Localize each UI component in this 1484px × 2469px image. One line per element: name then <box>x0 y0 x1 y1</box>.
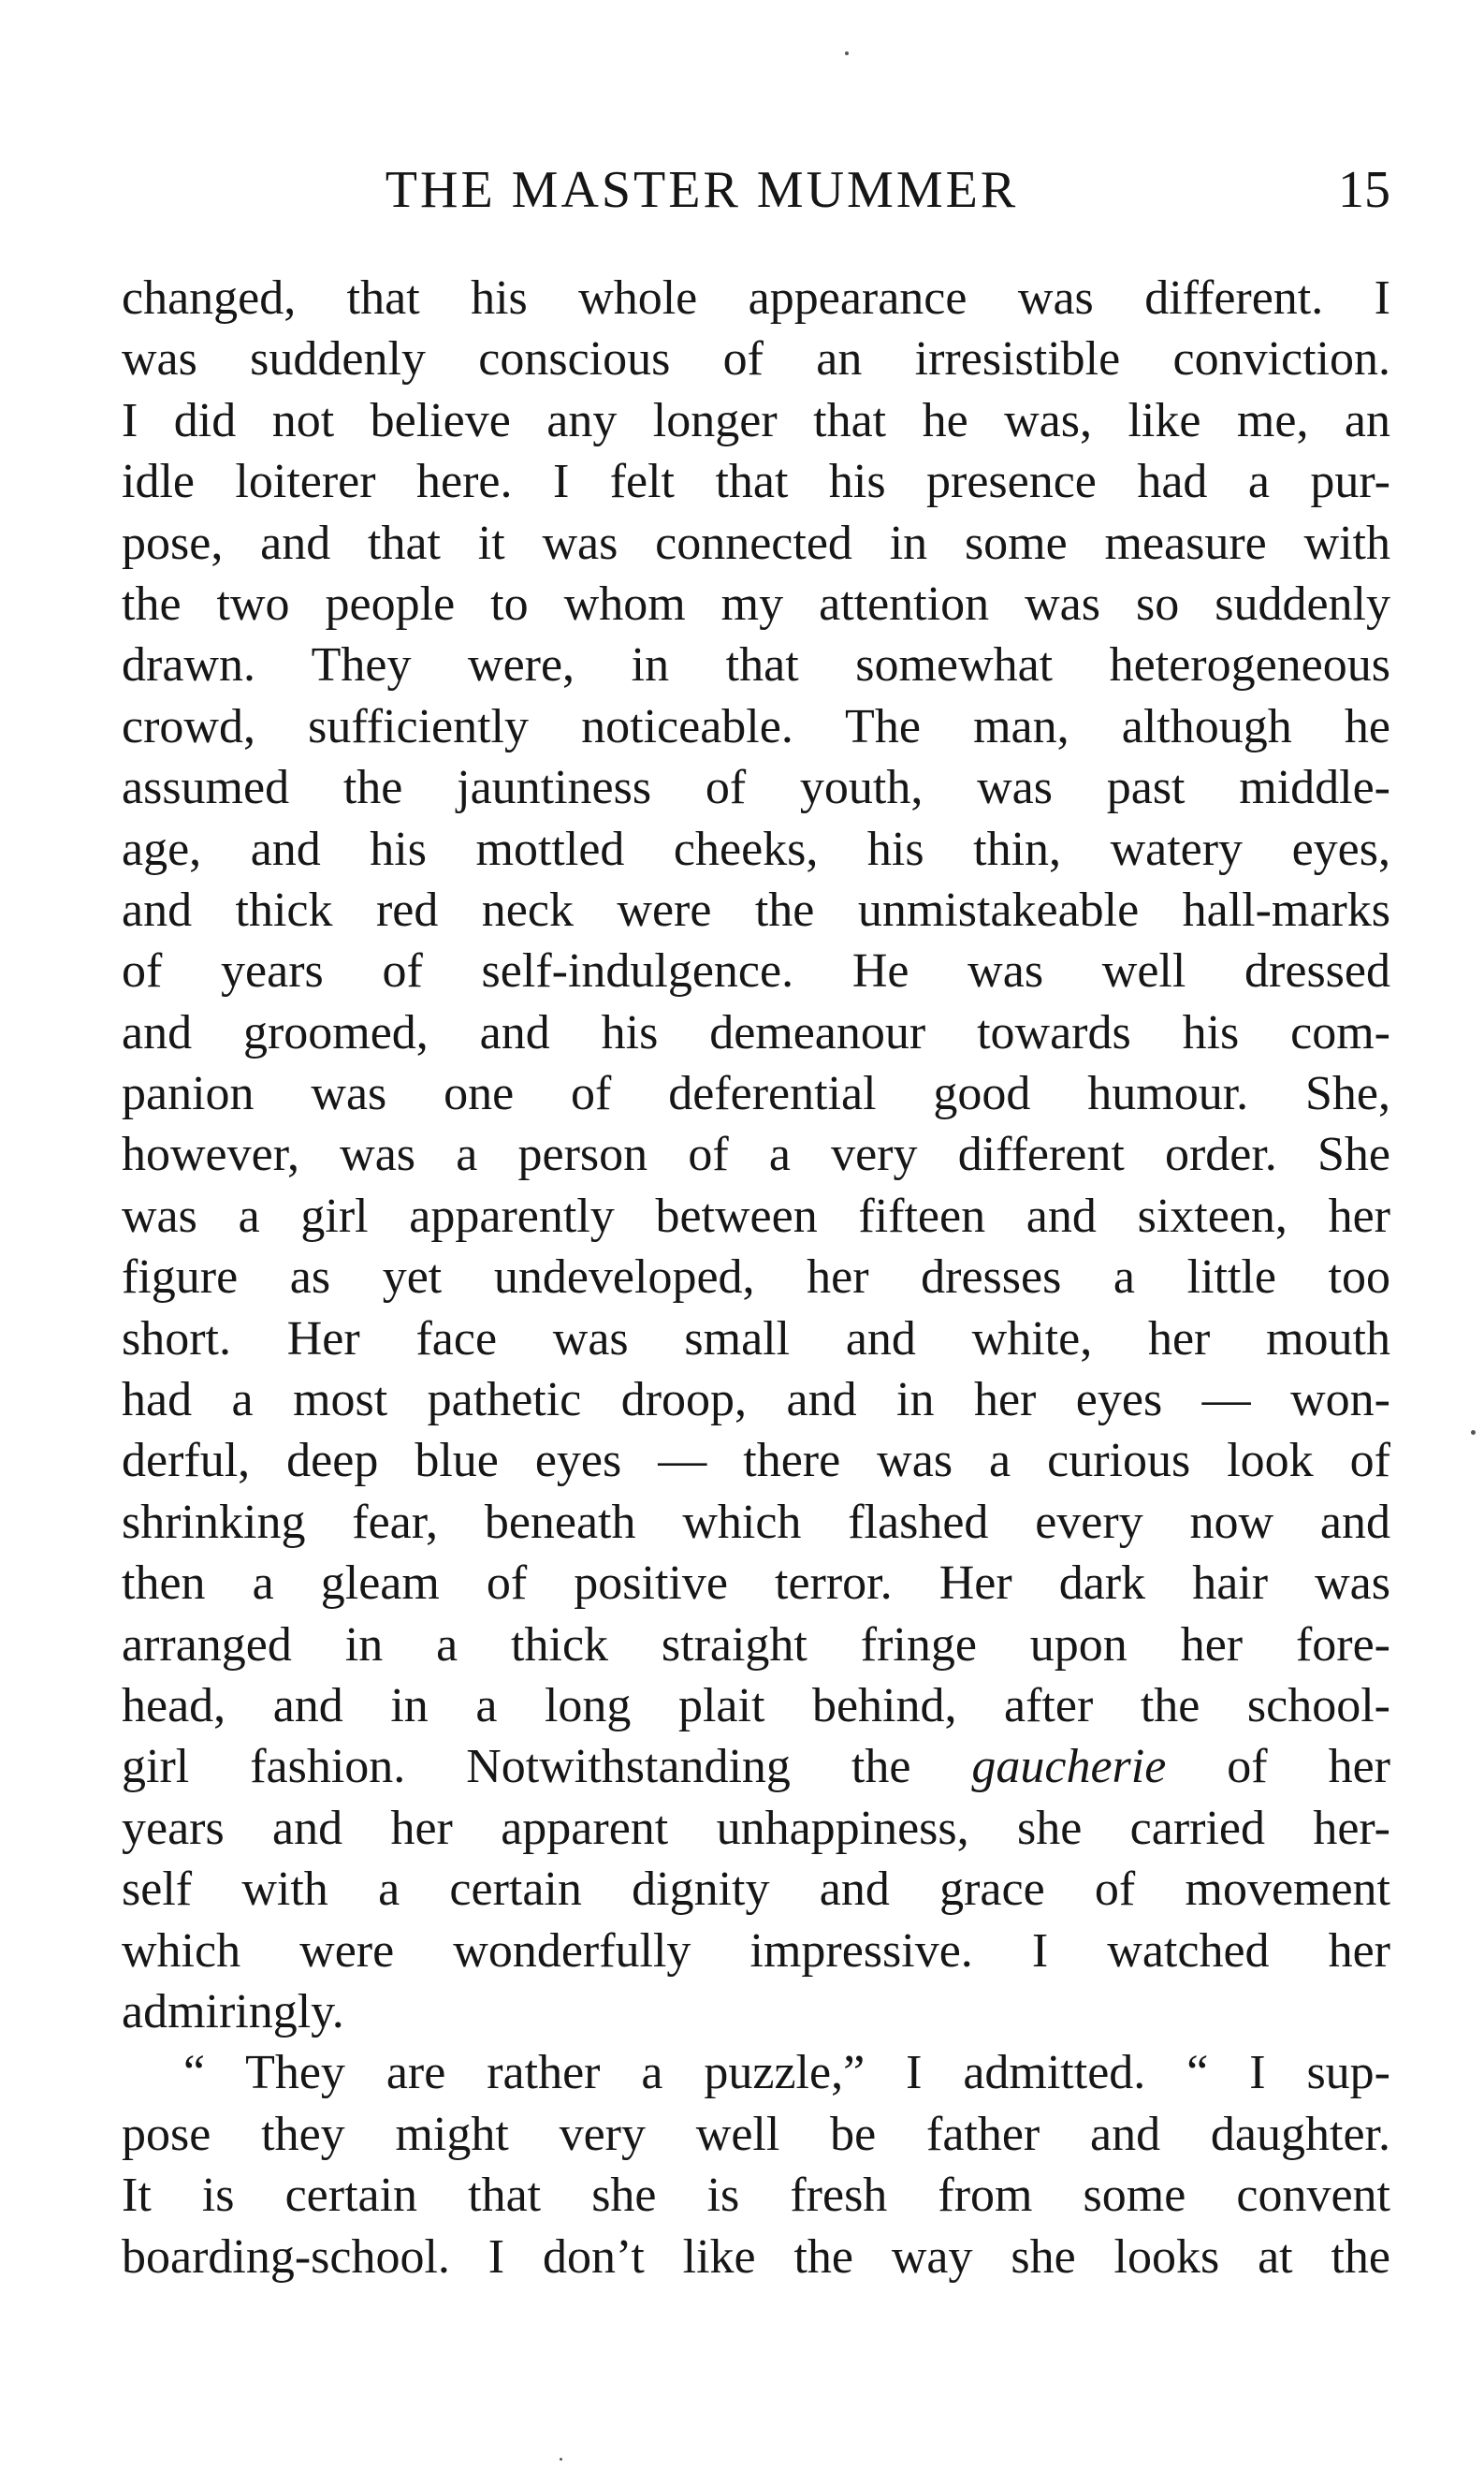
text-line: then a gleam of positive terror. Her dark hair was <box>122 1556 1390 1611</box>
text-line: boarding-school. I don’t like the way she looks at the <box>122 2229 1390 2284</box>
print-speck <box>560 2458 562 2461</box>
text-line: panion was one of deferential good humour. She, <box>122 1067 1390 1121</box>
text-line: short. Her face was small and white, her mouth <box>122 1311 1390 1366</box>
text-line: assumed the jauntiness of youth, was past middle- <box>122 761 1390 815</box>
text-line: however, was a person of a very different order. She <box>122 1128 1390 1182</box>
text-line: the two people to whom my attention was so suddenly <box>122 577 1390 631</box>
text-line: had a most pathetic droop, and in her eyes — won- <box>122 1373 1390 1427</box>
print-speck <box>1471 1430 1476 1435</box>
text-line: idle loiterer here. I felt that his presence had a pur- <box>122 455 1390 509</box>
text-line: and groomed, and his demeanour towards his com- <box>122 1005 1390 1059</box>
text-segment: of her <box>1166 1740 1390 1794</box>
running-head <box>122 157 1390 223</box>
body-text <box>122 268 1390 2287</box>
text-line: drawn. They were, in that somewhat heterogeneous <box>122 638 1390 693</box>
text-line: and thick red neck were the unmistakeable hall-marks <box>122 883 1390 937</box>
text-line: crowd, sufficiently noticeable. The man, although he <box>122 699 1390 753</box>
text-line: years and her apparent unhappiness, she carried her- <box>122 1801 1390 1855</box>
text-line: self with a certain dignity and grace of movement <box>122 1863 1390 1917</box>
italic-word: gaucherie <box>971 1740 1167 1794</box>
text-line: derful, deep blue eyes — there was a curious look of <box>122 1434 1390 1488</box>
text-line: which were wonderfully impressive. I watched her <box>122 1923 1390 1978</box>
text-line: was a girl apparently between fifteen and sixteen, her <box>122 1189 1390 1243</box>
text-line: shrinking fear, beneath which flashed every now and <box>122 1495 1390 1549</box>
text-segment: girl fashion. Notwithstanding the <box>122 1740 972 1794</box>
text-line: pose, and that it was connected in some measure with <box>122 516 1390 570</box>
text-line: arranged in a thick straight fringe upon her fore- <box>122 1617 1390 1672</box>
text-line: of years of self-indulgence. He was well dressed <box>122 944 1390 999</box>
text-line: age, and his mottled cheeks, his thin, watery eyes, <box>122 822 1390 876</box>
print-speck <box>845 51 849 55</box>
text-line: was suddenly conscious of an irresistible conviction. <box>122 332 1390 387</box>
paragraph-end-line: admiringly. <box>122 1984 344 2038</box>
page-number: 15 <box>1338 161 1390 219</box>
text-line: changed, that his whole appearance was different. I <box>122 271 1390 325</box>
running-title: THE MASTER MUMMER <box>385 161 1019 219</box>
text-line-italic <box>122 1736 1390 1797</box>
text-line: It is certain that she is fresh from some convent <box>122 2169 1390 2223</box>
text-line: head, and in a long plait behind, after the school- <box>122 1678 1390 1732</box>
text-line: figure as yet undeveloped, her dresses a little too <box>122 1250 1390 1305</box>
text-line: “ They are rather a puzzle,” I admitted. “ I sup- <box>183 2046 1390 2100</box>
text-line: I did not believe any longer that he was, like me, an <box>122 393 1390 447</box>
text-line: pose they might very well be father and daughter. <box>122 2107 1390 2161</box>
